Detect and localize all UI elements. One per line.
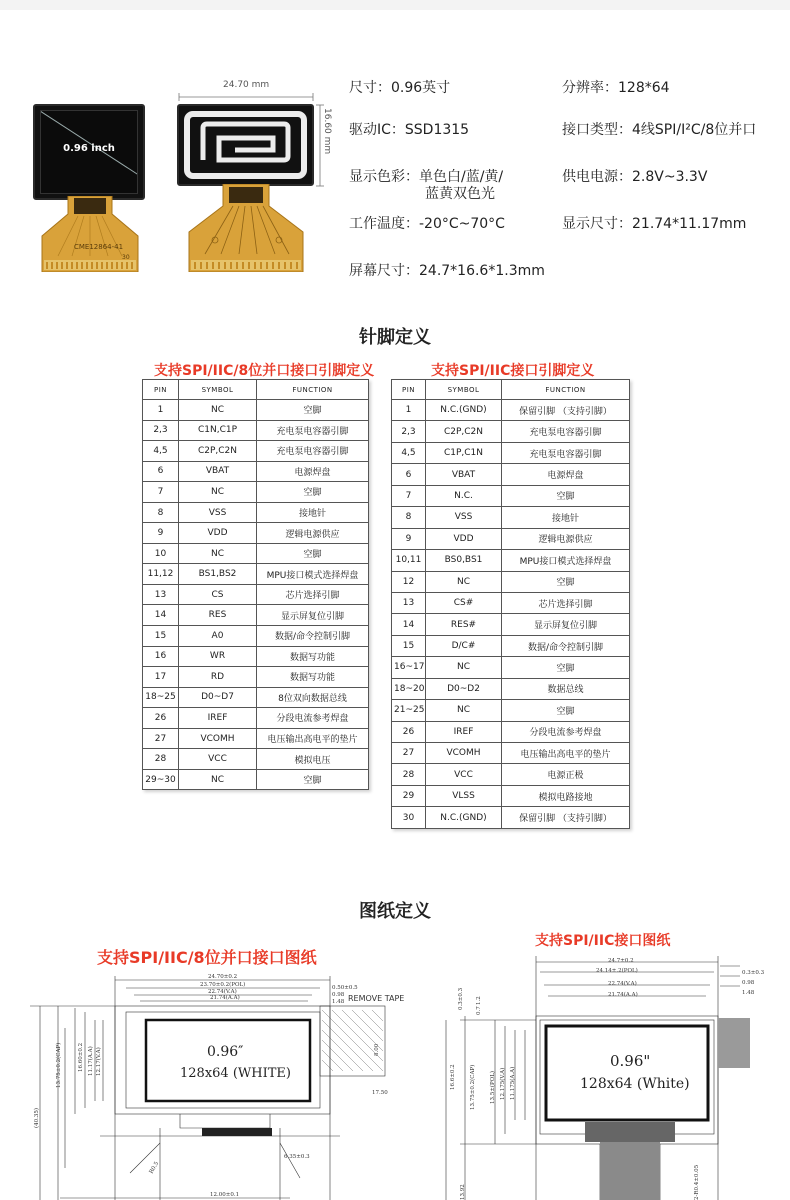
- cell-function: 保留引脚 （支持引脚）: [502, 807, 630, 828]
- cell-symbol: C2P,C2N: [426, 421, 502, 442]
- cell-function: 电源焊盘: [257, 461, 369, 482]
- table-row: [392, 721, 630, 742]
- cell-symbol: BS0,BS1: [426, 550, 502, 571]
- cell-symbol: A0: [179, 626, 257, 647]
- cell-function: 充电泵电容器引脚: [257, 441, 369, 462]
- pin-table-spi-iic: [391, 379, 630, 829]
- table-row: [143, 502, 369, 523]
- dim-a-16: 8.00: [374, 1043, 380, 1056]
- cell-pin: 4,5: [143, 441, 179, 462]
- dim-a-4: 0.50±0.5: [332, 985, 358, 991]
- spec-display-size: 显示尺寸：21.74*11.17mm: [562, 216, 747, 232]
- cell-function: 电压输出高电平的垫片: [257, 728, 369, 749]
- cell-pin: 30: [392, 807, 426, 828]
- cell-symbol: NC: [179, 543, 257, 564]
- col-header-pin: PIN: [143, 380, 179, 400]
- table-row: [143, 728, 369, 749]
- table-row: [392, 400, 630, 421]
- dim-b-5: 0.98: [742, 980, 755, 986]
- cell-pin: 15: [143, 626, 179, 647]
- col-header-function: FUNCTION: [502, 380, 630, 400]
- cell-function: 空脚: [257, 769, 369, 790]
- cell-symbol: NC: [179, 400, 257, 421]
- dim-a-15: (40.35): [34, 1107, 40, 1128]
- cell-symbol: VCC: [179, 749, 257, 770]
- dim-b-11: 13.75±0.2(CAP): [470, 1064, 476, 1110]
- cell-symbol: VSS: [426, 507, 502, 528]
- table-row: [392, 485, 630, 506]
- table-row: [143, 708, 369, 729]
- cell-function: 显示屏复位引脚: [257, 605, 369, 626]
- cell-pin: 8: [392, 507, 426, 528]
- table-b-title: 支持SPI/IIC接口引脚定义: [431, 363, 595, 379]
- cell-pin: 1: [143, 400, 179, 421]
- cell-symbol: VLSS: [426, 785, 502, 806]
- cell-pin: 29: [392, 785, 426, 806]
- cell-function: 数据写功能: [257, 667, 369, 688]
- cell-function: 充电泵电容器引脚: [502, 442, 630, 463]
- col-header-symbol: SYMBOL: [179, 380, 257, 400]
- cell-pin: 14: [392, 614, 426, 635]
- cell-function: 数据写功能: [257, 646, 369, 667]
- dim-b-4: 0.3±0.3: [742, 970, 765, 976]
- spec-color: 显示色彩：单色白/蓝/黄/: [349, 169, 504, 185]
- dim-b-8: 1.2: [476, 996, 482, 1005]
- cell-function: 接地针: [502, 507, 630, 528]
- cell-symbol: NC: [426, 657, 502, 678]
- fpc-part-label: CME12864-41: [74, 243, 124, 251]
- spec-interface: 接口类型：4线SPI/I²C/8位并口: [562, 122, 757, 138]
- cell-function: 空脚: [257, 543, 369, 564]
- cell-symbol: WR: [179, 646, 257, 667]
- dim-a-6: 1.48: [332, 999, 345, 1005]
- table-row: [392, 507, 630, 528]
- cell-function: 模拟电路接地: [502, 785, 630, 806]
- cell-symbol: C1P,C1N: [426, 442, 502, 463]
- cell-symbol: C1N,C1P: [179, 420, 257, 441]
- cell-pin: 27: [143, 728, 179, 749]
- cell-function: 8位双向数据总线: [257, 687, 369, 708]
- table-row: [143, 400, 369, 421]
- dim-b-10: 16.6±0.2: [450, 1064, 456, 1090]
- top-strip: [0, 0, 790, 10]
- cell-function: 空脚: [502, 657, 630, 678]
- oled-glass: [40, 110, 138, 194]
- table-row: [143, 482, 369, 503]
- cell-function: 芯片选择引脚: [257, 584, 369, 605]
- cell-pin: 28: [143, 749, 179, 770]
- cell-symbol: VDD: [179, 523, 257, 544]
- cell-symbol: VCC: [426, 764, 502, 785]
- table-row: [392, 678, 630, 699]
- oled-spiral-pattern: [179, 106, 312, 184]
- cell-pin: 10,11: [392, 550, 426, 571]
- table-row: [392, 764, 630, 785]
- cell-function: 逻辑电源供应: [257, 523, 369, 544]
- table-row: [143, 687, 369, 708]
- cell-symbol: N.C.: [426, 485, 502, 506]
- drawing-a-title: 支持SPI/IIC/8位并口接口图纸: [97, 948, 317, 967]
- dim-a-1: 23.70±0.2(POL): [200, 982, 246, 988]
- cell-symbol: N.C.(GND): [426, 400, 502, 421]
- cell-function: 电源焊盘: [502, 464, 630, 485]
- cell-pin: 27: [392, 743, 426, 764]
- cell-pin: 15: [392, 635, 426, 656]
- cell-symbol: RD: [179, 667, 257, 688]
- spec-resolution: 分辨率：128*64: [562, 80, 670, 96]
- table-row: [143, 564, 369, 585]
- cell-function: 分段电流参考焊盘: [502, 721, 630, 742]
- cell-function: 电源正极: [502, 764, 630, 785]
- dim-a-10: 13.75±0.2(CAP): [56, 1042, 62, 1088]
- cell-pin: 18~25: [143, 687, 179, 708]
- cell-pin: 6: [143, 461, 179, 482]
- cell-symbol: VCOMH: [179, 728, 257, 749]
- table-row: [392, 528, 630, 549]
- cell-symbol: D0~D2: [426, 678, 502, 699]
- dim-a-8: 6.35±0.3: [284, 1154, 310, 1160]
- col-header-pin: PIN: [392, 380, 426, 400]
- cell-symbol: CS: [179, 584, 257, 605]
- cell-symbol: NC: [426, 571, 502, 592]
- cell-pin: 16: [143, 646, 179, 667]
- drawing-b-title: 支持SPI/IIC接口图纸: [535, 933, 671, 949]
- cell-function: 逻辑电源供应: [502, 528, 630, 549]
- dim-b-16: 2-R0.4±0.05: [694, 1164, 700, 1200]
- cell-pin: 12: [392, 571, 426, 592]
- col-header-symbol: SYMBOL: [426, 380, 502, 400]
- cell-function: 数据/命令控制引脚: [502, 635, 630, 656]
- spec-size: 尺寸：0.96英寸: [349, 80, 451, 96]
- dim-b-15: 13.92: [460, 1184, 466, 1200]
- cell-pin: 10: [143, 543, 179, 564]
- table-row: [392, 807, 630, 828]
- pin-table-spi-iic-parallel: [142, 379, 369, 790]
- cell-pin: 26: [143, 708, 179, 729]
- cell-function: 空脚: [502, 485, 630, 506]
- cell-symbol: VBAT: [179, 461, 257, 482]
- cell-pin: 29~30: [143, 769, 179, 790]
- dim-b-7: 0.3±0.3: [458, 987, 464, 1010]
- table-row: [143, 420, 369, 441]
- dim-a-9: 12.00±0.1: [210, 1192, 240, 1198]
- dim-b-6: 1.48: [742, 990, 755, 996]
- dim-a-0: 24.70±0.2: [208, 974, 238, 980]
- table-row: [392, 550, 630, 571]
- table-a-title: 支持SPI/IIC/8位并口接口引脚定义: [154, 363, 375, 379]
- cell-symbol: NC: [179, 769, 257, 790]
- dim-b-12: 13.5±(POL): [490, 1070, 496, 1104]
- spec-color-line2: 蓝黄双色光: [425, 186, 495, 202]
- fpc-pin-count: 30: [122, 254, 130, 261]
- table-row: [392, 421, 630, 442]
- dim-a-11: 16.60±0.2: [78, 1042, 84, 1072]
- table-row: [143, 584, 369, 605]
- drawing-b-size: 0.96": [610, 1052, 651, 1070]
- cell-function: 充电泵电容器引脚: [502, 421, 630, 442]
- cell-symbol: VCOMH: [426, 743, 502, 764]
- table-row: [392, 700, 630, 721]
- cell-pin: 18~20: [392, 678, 426, 699]
- cell-function: 电压输出高电平的垫片: [502, 743, 630, 764]
- cell-pin: 4,5: [392, 442, 426, 463]
- remove-tape-label: REMOVE TAPE: [348, 994, 405, 1003]
- cell-pin: 6: [392, 464, 426, 485]
- cell-symbol: VBAT: [426, 464, 502, 485]
- cell-pin: 13: [392, 592, 426, 613]
- dim-a-13: 12.17(V.A): [96, 1047, 102, 1076]
- dim-b-2: 22.74(V.A): [608, 981, 637, 987]
- cell-function: 空脚: [257, 482, 369, 503]
- cell-symbol: CS#: [426, 592, 502, 613]
- dim-b-14: 11.175(A.A): [510, 1066, 516, 1100]
- cell-function: 空脚: [502, 700, 630, 721]
- cell-symbol: D0~D7: [179, 687, 257, 708]
- spec-screen-size: 屏幕尺寸：24.7*16.6*1.3mm: [349, 263, 545, 279]
- drawing-b: [440, 950, 790, 1200]
- cell-pin: 13: [143, 584, 179, 605]
- drawing-section-title: 图纸定义: [359, 901, 431, 922]
- cell-pin: 26: [392, 721, 426, 742]
- cell-function: MPU接口模式选择焊盘: [502, 550, 630, 571]
- oled-back-photo: [177, 104, 314, 186]
- table-row: [143, 605, 369, 626]
- dim-b-13: 12.175(V.A): [500, 1067, 506, 1100]
- cell-pin: 14: [143, 605, 179, 626]
- dim-a-12: 11.17(A.A): [88, 1046, 94, 1076]
- cell-pin: 28: [392, 764, 426, 785]
- cell-function: 充电泵电容器引脚: [257, 420, 369, 441]
- drawing-a-resolution: 128x64 (WHITE): [180, 1066, 291, 1081]
- cell-pin: 17: [143, 667, 179, 688]
- cell-pin: 1: [392, 400, 426, 421]
- cell-symbol: N.C.(GND): [426, 807, 502, 828]
- table-row: [143, 749, 369, 770]
- cell-symbol: RES: [179, 605, 257, 626]
- cell-function: MPU接口模式选择焊盘: [257, 564, 369, 585]
- cell-function: 数据总线: [502, 678, 630, 699]
- table-row: [143, 523, 369, 544]
- cell-symbol: NC: [426, 700, 502, 721]
- drawing-a-size: 0.96″: [207, 1044, 244, 1060]
- table-row: [143, 769, 369, 790]
- dim-a-5: 0.98: [332, 992, 345, 998]
- cell-symbol: VSS: [179, 502, 257, 523]
- cell-symbol: RES#: [426, 614, 502, 635]
- cell-symbol: C2P,C2N: [179, 441, 257, 462]
- table-row: [143, 646, 369, 667]
- table-row: [392, 785, 630, 806]
- spec-driver-ic: 驱动IC：SSD1315: [349, 122, 470, 138]
- dim-a-7: 17.50: [372, 1090, 388, 1096]
- cell-pin: 7: [143, 482, 179, 503]
- table-row: [392, 571, 630, 592]
- cell-function: 芯片选择引脚: [502, 592, 630, 613]
- col-header-function: FUNCTION: [257, 380, 369, 400]
- width-dimension: 24.70 mm: [223, 80, 270, 90]
- pin-section-title: 针脚定义: [359, 327, 431, 348]
- cell-pin: 2,3: [143, 420, 179, 441]
- dim-b-3: 21.74(A.A): [608, 992, 638, 998]
- cell-function: 接地针: [257, 502, 369, 523]
- table-row: [392, 743, 630, 764]
- table-row: [143, 667, 369, 688]
- cell-symbol: IREF: [426, 721, 502, 742]
- height-dimension: 16.60 mm: [322, 108, 332, 155]
- cell-pin: 7: [392, 485, 426, 506]
- dim-b-0: 24.7±0.2: [608, 958, 634, 964]
- cell-pin: 9: [392, 528, 426, 549]
- oled-front-photo: [33, 104, 145, 200]
- table-row: [143, 441, 369, 462]
- cell-symbol: D/C#: [426, 635, 502, 656]
- fpc-back-photo: [185, 184, 307, 272]
- cell-pin: 11,12: [143, 564, 179, 585]
- cell-symbol: VDD: [426, 528, 502, 549]
- dim-a-17: R0.5: [148, 1160, 161, 1175]
- front-size-label: 0.96 inch: [63, 143, 115, 154]
- drawing-a: [0, 968, 420, 1200]
- spec-temperature: 工作温度：-20°C~70°C: [349, 216, 505, 232]
- table-row: [392, 592, 630, 613]
- table-row: [392, 464, 630, 485]
- cell-function: 空脚: [502, 571, 630, 592]
- cell-function: 显示屏复位引脚: [502, 614, 630, 635]
- fpc-front-photo: [38, 196, 142, 272]
- cell-pin: 16~17: [392, 657, 426, 678]
- table-row: [392, 657, 630, 678]
- cell-symbol: IREF: [179, 708, 257, 729]
- width-dimension-line: [177, 93, 317, 101]
- drawing-b-resolution: 128x64 (White): [580, 1076, 690, 1092]
- cell-pin: 8: [143, 502, 179, 523]
- cell-function: 模拟电压: [257, 749, 369, 770]
- cell-symbol: BS1,BS2: [179, 564, 257, 585]
- table-row: [143, 626, 369, 647]
- table-row: [392, 635, 630, 656]
- dim-a-2: 22.74(V.A): [208, 989, 237, 995]
- cell-pin: 2,3: [392, 421, 426, 442]
- table-row: [143, 461, 369, 482]
- dim-a-3: 21.74(A.A): [210, 995, 240, 1001]
- table-row: [143, 543, 369, 564]
- dim-b-9: 0.7: [476, 1006, 482, 1015]
- spec-power: 供电电源：2.8V~3.3V: [562, 169, 708, 185]
- cell-function: 空脚: [257, 400, 369, 421]
- cell-function: 保留引脚 （支持引脚）: [502, 400, 630, 421]
- cell-symbol: NC: [179, 482, 257, 503]
- cell-pin: 21~25: [392, 700, 426, 721]
- table-row: [392, 442, 630, 463]
- cell-function: 分段电流参考焊盘: [257, 708, 369, 729]
- table-row: [392, 614, 630, 635]
- cell-pin: 9: [143, 523, 179, 544]
- cell-function: 数据/命令控制引脚: [257, 626, 369, 647]
- dim-b-1: 24.14±.2(POL): [596, 968, 638, 974]
